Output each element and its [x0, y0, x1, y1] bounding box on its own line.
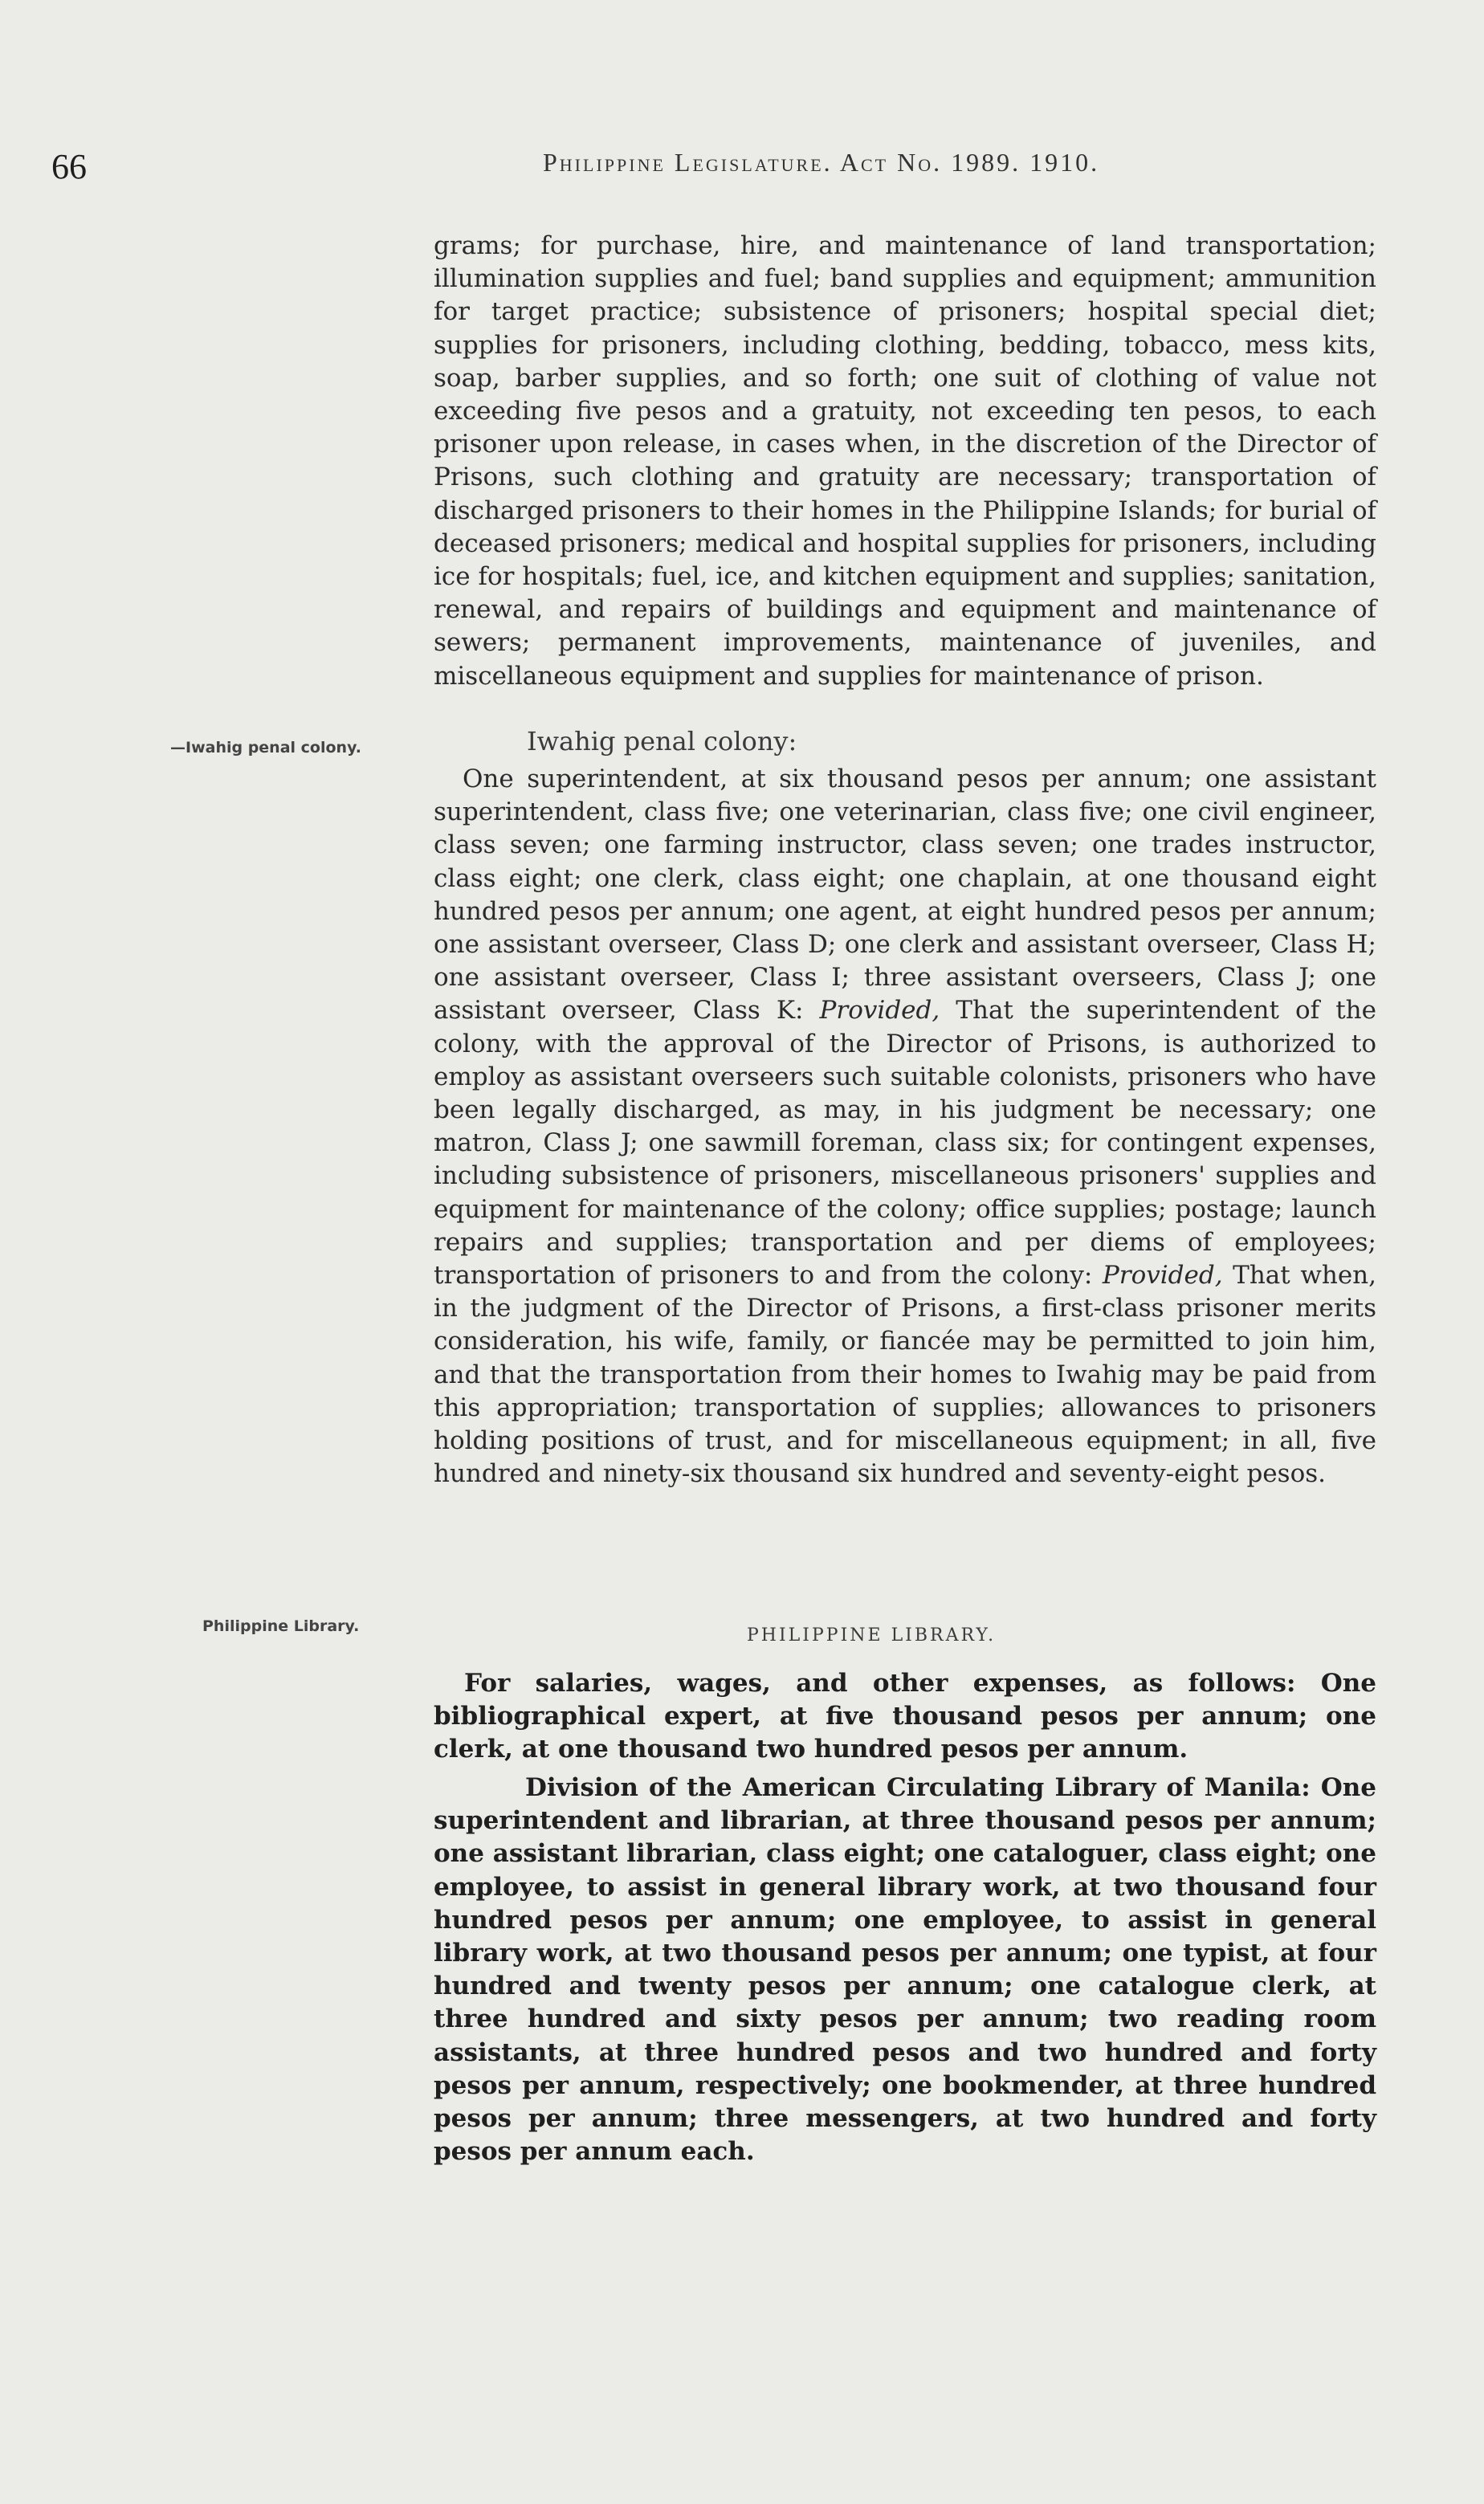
iwahig-subheading: Iwahig penal colony:	[527, 726, 797, 757]
section-title-library: PHILIPPINE LIBRARY.	[747, 1625, 997, 1646]
iwahig-text-c: That when, in the judgment of the Director of Prisons, a first-class prisoner merits consideration, his wife, family, or fiancée may be permitted to join him, and that the transportation from their homes to Iwahig may be paid from this appropriation; transportation of supplies; allowances to prisoners holding positions of trust, and for miscellaneous equipment; in all, five hundred and ninety-six thousand six hundred and seventy-eight pesos.	[434, 1261, 1376, 1489]
margin-note-iwahig: —Iwahig penal colony.	[170, 739, 361, 757]
page-number: 66	[51, 147, 87, 186]
running-head: Philippine Legislature. Act No. 1989. 1910.	[543, 148, 1100, 177]
iwahig-text-b: That the superintendent of the colony, with the approval of the Director of Prisons, is authorized to employ as assistant overseers such suitable colonists, prisoners who have been legally discharged, as may, in his judgment be necessary; one matron, Class J; one sawmill foreman, class six; for contingent expenses, including subsistence of prisoners, miscellaneous prisoners' supplies and equipment for maintenance of the colony; office supplies; postage; launch repairs and supplies; transportation and per diems of employees; transportation of prisoners to and from the colony:	[434, 996, 1376, 1291]
provided-clause-1: Provided,	[819, 996, 940, 1026]
paragraph-prisons-expenses: grams; for purchase, hire, and maintenance of land transportation; illumination supplies and fuel; band supplies and equipment; ammunition for target practice; subsistence of prisoners; hospital special diet; supplies for prisoners, including clothing, bedding, tobacco, mess kits, soap, barber supplies, and so forth; one suit of clothing of value not exceeding five pesos and a gratuity, not exceeding ten pesos, to each prisoner upon release, in cases when, in the discretion of the Director of Prisons, such clothing and gratuity are necessary; transportation of discharged prisoners to their homes in the Philippine Islands; for burial of deceased prisoners; medical and hospital supplies for prisoners, including ice for hospitals; fuel, ice, and kitchen equipment and supplies; sanitation, renewal, and repairs of buildings and equipment and maintenance of sewers; permanent improvements, maintenance of juveniles, and miscellaneous equipment and supplies for maintenance of prison.	[434, 231, 1376, 691]
paragraph-iwahig-colony	[434, 763, 1376, 1491]
paragraph-library-salaries: For salaries, wages, and other expenses, as follows: One bibliographical expert, at five thousand pesos per annum; one clerk, at one thousand two hundred pesos per annum.	[434, 1669, 1376, 1764]
iwahig-text-a: One superintendent, at six thousand pesos per annum; one assistant superintendent, class five; one veterinarian, class five; one civil engineer, class seven; one farming instructor, class seven; one trades instructor, class eight; one clerk, class eight; one chaplain, at one thousand eight hundred pesos per annum; one agent, at eight hundred pesos per annum; one assistant overseer, Class D; one clerk and assistant overseer, Class H; one assistant overseer, Class I; three assistant overseers, Class J; one assistant overseer, Class K:	[434, 765, 1376, 1026]
provided-clause-2: Provided,	[1102, 1261, 1223, 1291]
margin-note-library: Philippine Library.	[202, 1617, 360, 1635]
paragraph-circulating-library: Division of the American Circulating Library of Manila: One superintendent and librarian, at three thousand pesos per annum; one assistant librarian, class eight; one cataloguer, class eight; one employee, to assist in general library work, at two thousand four hundred pesos per annum; one employee, to assist in general library work, at two thousand pesos per annum; one typist, at four hundred and twenty pesos per annum; one catalogue clerk, at three hundred and sixty pesos per annum; two reading room assistants, at three hundred pesos and two hundred and forty pesos per annum, respectively; one bookmender, at three hundred pesos per annum; three messengers, at two hundred and forty pesos per annum each.	[434, 1773, 1376, 2167]
